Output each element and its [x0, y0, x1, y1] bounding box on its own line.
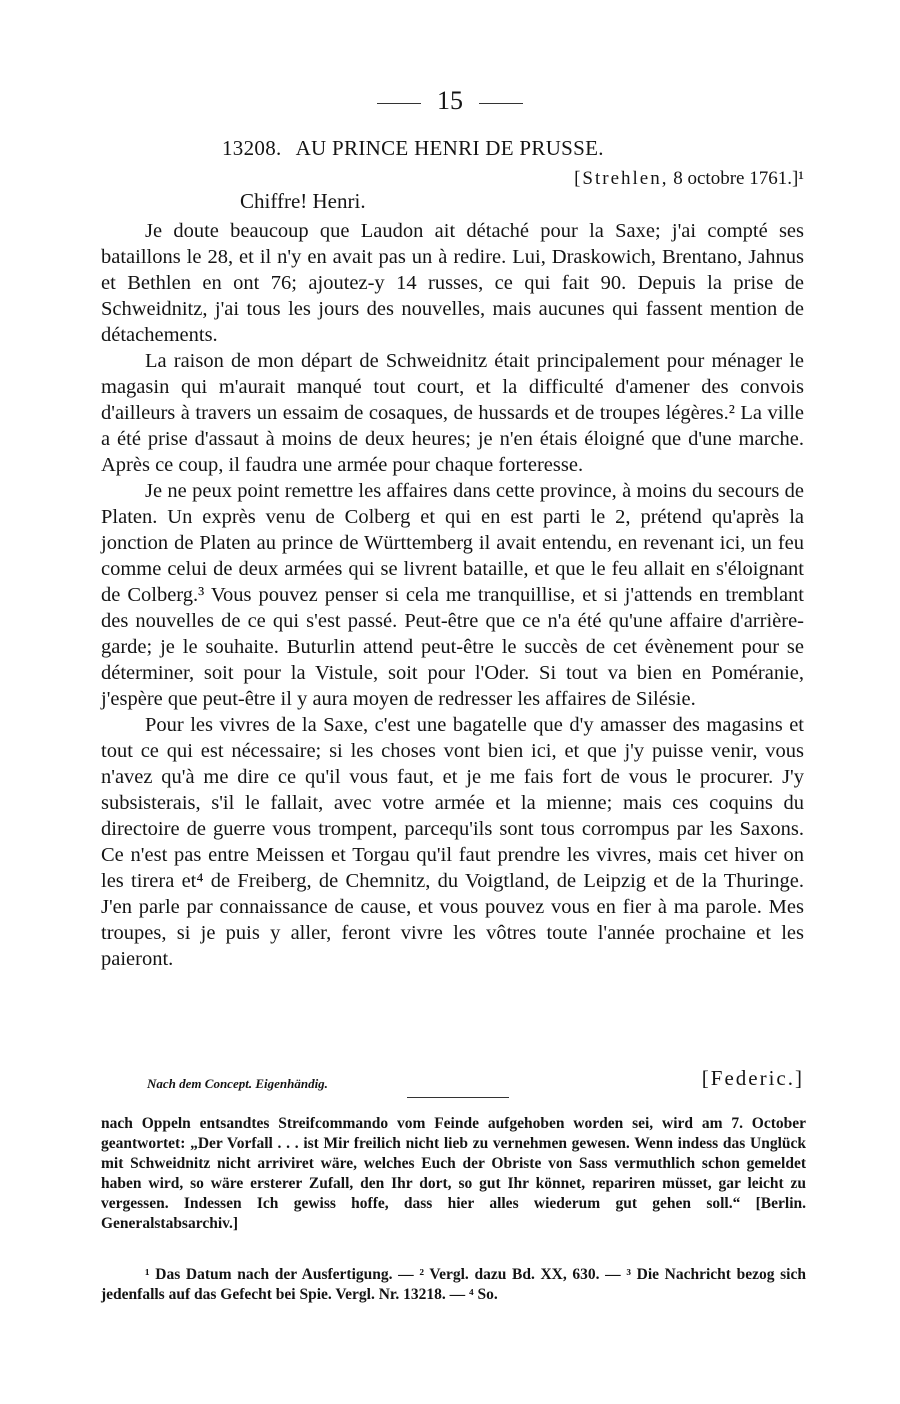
footnote-references-text: ¹ Das Datum nach der Ausfertigung. — ² Vergl. dazu Bd. XX, 630. — ³ Die Nachricht bezog sich jedenfalls auf das Gefecht bei Spie. Vergl. Nr. 13218. — ⁴ So.	[101, 1266, 806, 1303]
letter-number: 13208.	[222, 136, 282, 160]
signature: [Federic.]	[701, 1066, 804, 1090]
footnote-continuation-text: nach Oppeln entsandtes Streifcommando vom Feinde aufgehoben worden sei, wird am 7. October geantwortet: „Der Vorfall . . . ist Mir freilich nicht lieb zu vernehmen gewesen. Wenn indess das Unglück mit Schweidnitz nicht arriviret wäre, welches Euch der Obriste von Sass vermuthlich schon gemeldet haben wird, so wäre ersterer Zufall, den Ihr dort, so gut Ihr könnet, repariren müsset, gar leicht zu vergessen. Indessen Ich gewiss hoffe, dass hier alles wiederum gut gehen soll.“ [Berlin. Generalstabsarchiv.]	[101, 1115, 806, 1232]
page-number	[0, 86, 900, 116]
signature-row	[101, 1066, 804, 1094]
page-number-left-dash	[377, 103, 421, 104]
footnote-continuation	[101, 1114, 806, 1234]
paragraph: Je ne peux point remettre les affaires dans cette province, à moins du secours de Platen. Un exprès venu de Colberg et qui en est parti le 2, prétend qu'après la jonction de Platen au prince de Württemberg il avait entendu, en revenant ici, un feu comme celui de deux armées qui se livrent bataille, et que le feu allait en s'éloignant de Colberg.³ Vous pouvez penser si cela me tranquillise, et si j'attends en tremblant des nouvelles de ce qui s'est passé. Peut-être que ce n'a été qu'une affaire d'arrière-garde; je le souhaite. Buturlin attend peut-être le succès de cet évènement pour se déterminer, soit pour la Vistule, soit pour l'Oder. Si tout va bien en Poméranie, j'espère que peut-être il y aura moyen de redresser les affaires de Silésie.	[101, 480, 804, 710]
dateline-date: 8 octobre 1761.]¹	[673, 168, 804, 189]
page-number-right-dash	[479, 103, 523, 104]
paragraph: Je doute beaucoup que Laudon ait détaché pour la Saxe; j'ai compté ses bataillons le 28, et il n'y en avait pas un à redire. Lui, Draskowich, Brentano, Jahnus et Bethlen en ont 76; ajoutez-y 14 russes, ce qui fait 90. Depuis la prise de Schweidnitz, j'ai tous les jours des nouvelles, mais aucunes qui fassent mention de détachements.	[101, 220, 804, 346]
letter-body	[101, 218, 804, 972]
paragraph: Pour les vivres de la Saxe, c'est une bagatelle que d'y amasser des magasins et tout ce qui est nécessaire; si les choses vont bien ici, et que j'y puisse venir, vous n'avez qu'à me dire ce qu'il vous faut, et je me fais fort de vous le procurer. J'y subsisterais, s'il le fallait, avec votre armée et la mienne; mais ces coquins du directoire de guerre vous trompent, parcequ'ils sont tous corrompus par les Saxons. Ce n'est pas entre Meissen et Torgau qu'il faut prendre les vivres, mais cet hiver on les tirera et⁴ de Freiberg, de Chemnitz, du Voigtland, de Leipzig et de la Thuringe. J'en parle par connaissance de cause, et vous pouvez vous en fier à ma parole. Mes troupes, si je puis y aller, feront vivre les vôtres toute l'année prochaine et les paieront.	[101, 714, 804, 970]
page-number-text: 15	[437, 86, 463, 115]
footnote-references	[101, 1265, 806, 1305]
dateline	[574, 168, 804, 190]
dateline-place: [Strehlen,	[574, 168, 669, 189]
footnote-divider	[407, 1097, 509, 1098]
letter-heading	[222, 136, 604, 161]
source-note: Nach dem Concept. Eigenhändig.	[147, 1076, 328, 1091]
letter-title: AU PRINCE HENRI DE PRUSSE.	[295, 136, 604, 160]
paragraph: La raison de mon départ de Schweidnitz était principalement pour ménager le magasin qui m'aurait manqué tout court, et la difficulté d'amener des convois d'ailleurs à travers un essaim de cosaques, de hussards et de troupes légères.² La ville a été prise d'assaut à moins de deux heures; je n'en étais éloigné que d'une marche. Après ce coup, il faudra une armée pour chaque forteresse.	[101, 350, 804, 476]
salutation: Chiffre! Henri.	[240, 189, 366, 213]
